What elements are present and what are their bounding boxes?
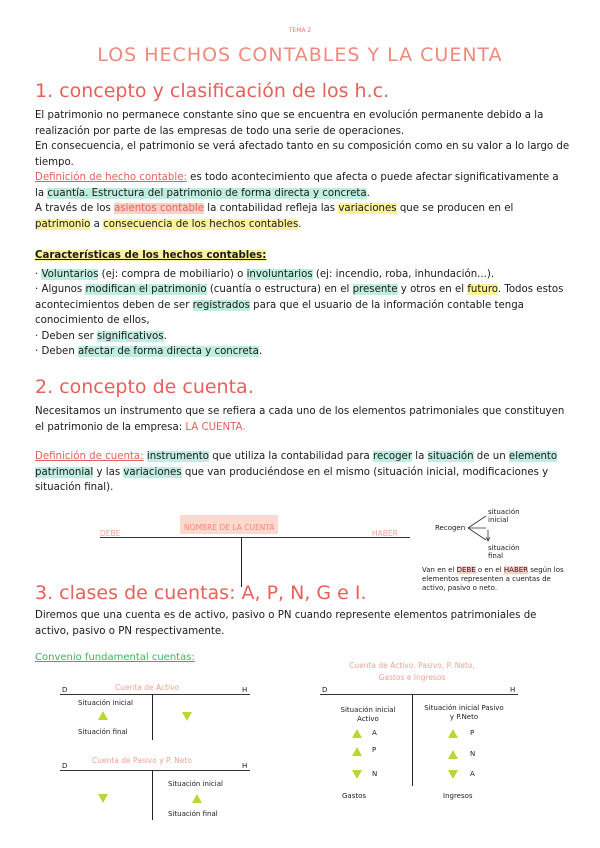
topic-label: TEMA 2 bbox=[288, 27, 312, 34]
activo-sit-inicial: Situación inicial bbox=[78, 699, 133, 707]
left-a: A bbox=[372, 729, 377, 737]
general-d: D bbox=[322, 686, 328, 694]
ingresos-label: Ingresos bbox=[443, 792, 473, 800]
highlight-variaciones: variaciones bbox=[338, 203, 397, 214]
convenio-label: Convenio fundamental cuentas: bbox=[35, 652, 195, 663]
increase-arrow-icon bbox=[352, 729, 362, 738]
general-right-header: Situación inicial Pasivo y P.Neto bbox=[424, 704, 504, 721]
pasivo-d: D bbox=[62, 762, 68, 770]
highlight-asientos: asientos contable bbox=[114, 203, 205, 214]
general-left-header: Situación inicial Activo bbox=[340, 706, 396, 723]
list-item: · Deben afectar de forma directa y concreta. bbox=[35, 346, 263, 357]
general-line bbox=[320, 694, 518, 695]
characteristics-list bbox=[35, 267, 570, 360]
highlight-cuantia: cuantía. Estructura del patrimonio de forma directa y concreta bbox=[47, 187, 367, 199]
highlight-patrimonio: patrimonio bbox=[35, 218, 91, 230]
debe-haber-note: Van en el DEBE o en el HABER según los elementos representen a cuentas de activo, pasivo o neto. bbox=[422, 566, 564, 592]
general-h: H bbox=[510, 686, 516, 694]
recogen-label: Recogen bbox=[435, 524, 466, 532]
activo-line bbox=[60, 694, 250, 695]
pasivo-vline bbox=[152, 770, 153, 820]
highlight-consecuencia: consecuencia de los hechos contables bbox=[103, 218, 299, 230]
decrease-arrow-icon bbox=[352, 770, 362, 779]
section-1-heading: 1. concepto y clasificación de los h.c. bbox=[35, 80, 390, 102]
decrease-arrow-icon bbox=[182, 712, 192, 721]
section-2-body bbox=[35, 404, 570, 496]
la-cuenta-text: LA CUENTA. bbox=[185, 421, 246, 433]
s1-paragraph-1: El patrimonio no permanece constante sino que se encuentra en evolución permanente debido a la realización por parte de las empresas de todo una serie de operaciones. bbox=[35, 110, 544, 137]
section-1-body bbox=[35, 108, 570, 232]
characteristics-block bbox=[35, 248, 570, 360]
section-2-heading: 2. concepto de cuenta. bbox=[35, 376, 254, 398]
activo-title: Cuenta de Activo bbox=[115, 683, 180, 692]
right-p: P bbox=[470, 729, 475, 737]
right-n: N bbox=[470, 750, 476, 758]
activo-vline bbox=[152, 694, 153, 740]
increase-arrow-icon bbox=[192, 794, 202, 803]
decrease-arrow-icon bbox=[98, 794, 108, 803]
increase-arrow-icon bbox=[98, 711, 108, 720]
page-title: LOS HECHOS CONTABLES Y LA CUENTA bbox=[97, 44, 503, 66]
definition-label: Definición de cuenta: bbox=[35, 451, 144, 462]
pasivo-title: Cuenta de Pasivo y P. Neto bbox=[92, 756, 192, 765]
activo-d: D bbox=[62, 686, 68, 694]
situacion-final-label: situación final bbox=[488, 544, 520, 560]
general-title: Cuenta de Activo, Pasivo, P. Neto, Gastos e Ingresos bbox=[349, 661, 475, 682]
list-item: · Algunos modifican el patrimonio (cuantía o estructura) en el presente y otros en el futuro. Todos estos acontecimientos deben de ser registrados para que el usuario de la información contable tenga conocimiento de ellos, bbox=[35, 284, 564, 326]
pasivo-h: H bbox=[242, 762, 248, 770]
list-item: · Deben ser significativos. bbox=[35, 330, 167, 342]
increase-arrow-icon bbox=[448, 729, 458, 738]
s1-paragraph-2: En consecuencia, el patrimonio se verá afectado tanto en su composición como en su valor a lo largo de tiempo. bbox=[35, 141, 570, 168]
left-p: P bbox=[372, 746, 377, 754]
activo-sit-final: Situación final bbox=[78, 728, 128, 736]
left-n: N bbox=[372, 770, 378, 778]
list-item: · Voluntarios (ej: compra de mobiliario) o involuntarios (ej: incendio, roba, inhundación...). bbox=[35, 268, 495, 280]
pasivo-sit-inicial: Situación inicial bbox=[168, 780, 223, 788]
s2-paragraph-1: Necesitamos un instrumento que se refiera a cada uno de los elementos patrimoniales que constituyen el patrimonio de la empresa: LA CUENTA. bbox=[35, 406, 565, 433]
s3-paragraph-1: Diremos que una cuenta es de activo, pasivo o PN cuando represente elementos patrimoniales de activo, pasivo o PN respectivamente. bbox=[35, 610, 537, 637]
t-account-debe: DEBE bbox=[100, 529, 121, 538]
pasivo-sit-final: Situación final bbox=[168, 810, 218, 818]
situacion-inicial-label: situación inicial bbox=[488, 508, 520, 524]
characteristics-title: Características de los hechos contables: bbox=[35, 250, 267, 261]
general-vline bbox=[412, 694, 413, 786]
cuenta-definition: Definición de cuenta: instrumento que utiliza la contabilidad para recoger la situación de un elemento patrimonial y las variaciones que van produciéndose en el mismo (situación inicial, modificaciones y situación final). bbox=[35, 451, 558, 493]
gastos-label: Gastos bbox=[342, 792, 367, 800]
t-account-vertical-line bbox=[241, 537, 242, 587]
activo-h: H bbox=[242, 686, 248, 694]
pasivo-line bbox=[60, 770, 250, 771]
decrease-arrow-icon bbox=[448, 770, 458, 779]
section-3-heading: 3. clases de cuentas: A, P, N, G e I. bbox=[35, 582, 367, 604]
t-account-name: NOMBRE DE LA CUENTA bbox=[180, 515, 278, 534]
definition-label: Definición de hecho contable: bbox=[35, 172, 187, 183]
t-account-horizontal-line bbox=[100, 537, 410, 538]
right-a: A bbox=[470, 770, 475, 778]
hecho-contable-definition: Definición de hecho contable: es todo acontecimiento que afecta o puede afectar significativamente a la cuantía. Estructura del patrimonio de forma directa y concreta. bbox=[35, 172, 559, 199]
t-account-haber: HABER bbox=[372, 529, 398, 538]
increase-arrow-icon bbox=[352, 747, 362, 756]
s1-paragraph-3: A través de los asientos contable la contabilidad refleja las variaciones que se producen en el patrimonio a consecuencia de los hechos contables. bbox=[35, 203, 514, 230]
increase-arrow-icon bbox=[448, 750, 458, 759]
